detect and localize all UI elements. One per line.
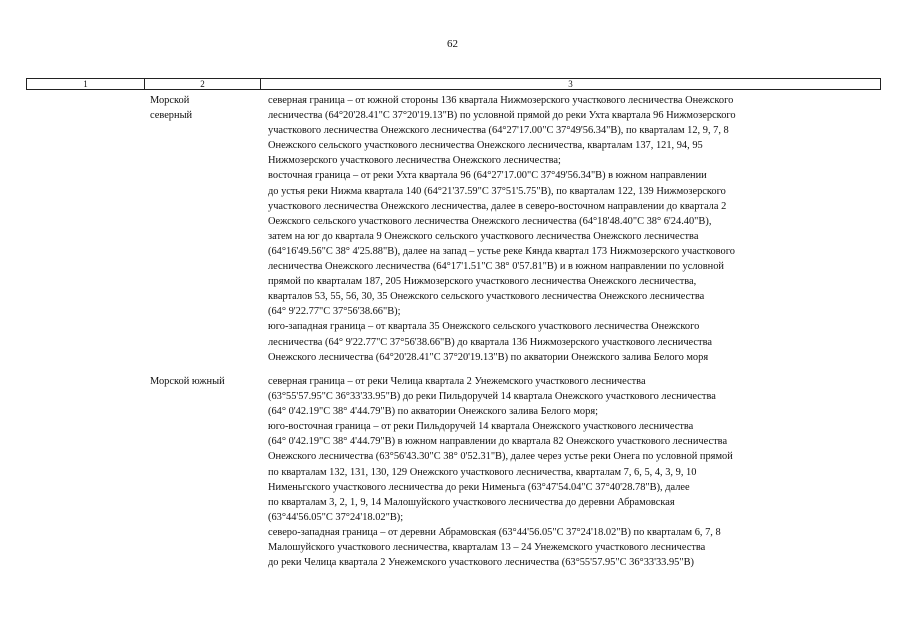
boundary-line: (64° 0'42.19"С 38° 4'44.79"В) в южном направлении до квартала 82 Онежского участкового лесничества <box>268 436 728 448</box>
boundary-line: Онежского лесничества (63°56'43.30"С 38° 0'52.31"В), далее через устье реки Онега по условной прямой <box>268 451 733 463</box>
row-number-cell <box>26 93 150 365</box>
boundary-line: участкового лесничества Онежского лесничества, далее в северо-восточном направлении до квартала 2 <box>268 200 727 212</box>
boundary-line: кварталов 53, 55, 56, 30, 35 Онежского сельского участкового лесничества Онежского лесничества <box>268 291 705 303</box>
boundary-line: участкового лесничества Онежского лесничества (64°27'17.00"С 37°49'56.34"В), по кварталам 12, 9, 7, 8 <box>268 125 729 137</box>
boundary-description <box>268 374 868 570</box>
boundary-line: юго-восточная граница – от реки Пильдоручей 14 квартала Онежского участкового лесничества <box>268 421 694 433</box>
boundary-line: северо-западная граница – от деревни Абрамовская (63°44'56.05"С 37°24'18.02"В) по кварталам 6, 7, 8 <box>268 526 721 538</box>
boundary-line: до устья реки Нижма квартала 140 (64°21'37.59"С 37°51'5.75"В), по кварталам 122, 139 Нижмозерского <box>268 185 726 197</box>
boundary-line: Оежского сельского участкового лесничества Онежского лесничества (64°18'48.40"С 38° 6'24.40"В), <box>268 215 712 227</box>
zone-name <box>150 93 268 365</box>
zone-name-line: Морской южный <box>150 376 225 387</box>
zone-name-line: северный <box>150 110 193 122</box>
boundary-line: юго-западная граница – от квартала 35 Онежского сельского участкового лесничества Онежского <box>268 321 700 333</box>
boundary-line: Онежского сельского участкового лесничества Онежского лесничества, кварталам 137, 121, 94, 95 <box>268 140 703 152</box>
boundary-description <box>268 93 868 365</box>
boundary-line: северная граница – от южной стороны 136 квартала Нижмозерского участкового лесничества Онежского <box>268 95 734 106</box>
boundary-line: прямой по кварталам 187, 205 Нижмозерского участкового лесничества Онежского лесничества, <box>268 276 697 288</box>
boundary-line: восточная граница – от реки Ухта квартала 96 (64°27'17.00"С 37°49'56.34"В) в южном направлении <box>268 170 707 182</box>
boundary-line: Малошуйского участкового лесничества, кварталам 13 – 24 Унежемского участкового лесничества <box>268 542 706 554</box>
boundary-line: по кварталам 132, 131, 130, 129 Онежского участкового лесничества, кварталам 7, 6, 5, 4, 3, 9, 10 <box>268 466 697 478</box>
boundary-line: до реки Челица квартала 2 Унежемского участкового лесничества (63°55'57.95"С 36°33'33.95"В) <box>268 557 694 569</box>
boundary-line: (64°16'49.56"С 38° 4'25.88"В), далее на запад – устье реке Кянда квартал 173 Нижмозерского участкового <box>268 245 735 257</box>
table-header-col3: 3 <box>568 79 573 89</box>
boundary-line: (64° 0'42.19"С 38° 4'44.79"В) по акватории Онежского залива Белого моря; <box>268 406 598 418</box>
boundary-line: затем на юг до квартала 9 Онежского сельского участкового лесничества Онежского лесничества <box>268 230 699 242</box>
zone-name-line: Морской <box>150 95 190 106</box>
table-header-col1: 1 <box>27 79 145 89</box>
boundary-line: (63°44'56.05"С 37°24'18.02"В); <box>268 511 404 523</box>
boundary-line: лесничества (64°20'28.41"С 37°20'19.13"В) по условной прямой до реки Ухта квартала 96 Нижмозерского <box>268 110 736 122</box>
table-header <box>26 78 881 90</box>
zone-name <box>150 374 268 570</box>
boundary-line: Нименьгского участкового лесничества до реки Нименьга (63°47'54.04"С 37°40'28.78"В), далее <box>268 481 690 493</box>
boundary-line: северная граница – от реки Челица квартала 2 Унежемского участкового лесничества <box>268 376 646 387</box>
boundary-line: Онежского лесничества (64°20'28.41"С 37°20'19.13"В) по акватории Онежского залива Белого моря <box>268 351 709 363</box>
boundary-line: (64° 9'22.77"С 37°56'38.66"В); <box>268 306 401 318</box>
boundary-line: по кварталам 3, 2, 1, 9, 14 Малошуйского участкового лесничества до деревни Абрамовская <box>268 496 675 508</box>
table-row <box>26 374 881 570</box>
boundary-line: Нижмозерского участкового лесничества Онежского лесничества; <box>268 155 561 167</box>
boundary-line: лесничества (64° 9'22.77"С 37°56'38.66"В) до квартала 136 Нижмозерского участкового лесничества <box>268 336 712 348</box>
page-number: 62 <box>447 38 458 50</box>
row-number-cell <box>26 374 150 570</box>
boundary-line: лесничества Онежского лесничества (64°17'1.51"С 38° 0'57.81"В) и в южном направлении по условной <box>268 261 724 273</box>
table-header-col2: 2 <box>145 79 261 89</box>
table-row <box>26 93 881 365</box>
boundary-line: (63°55'57.95"С 36°33'33.95"В) до реки Пильдоручей 14 квартала Онежского участкового лесничества <box>268 391 716 403</box>
